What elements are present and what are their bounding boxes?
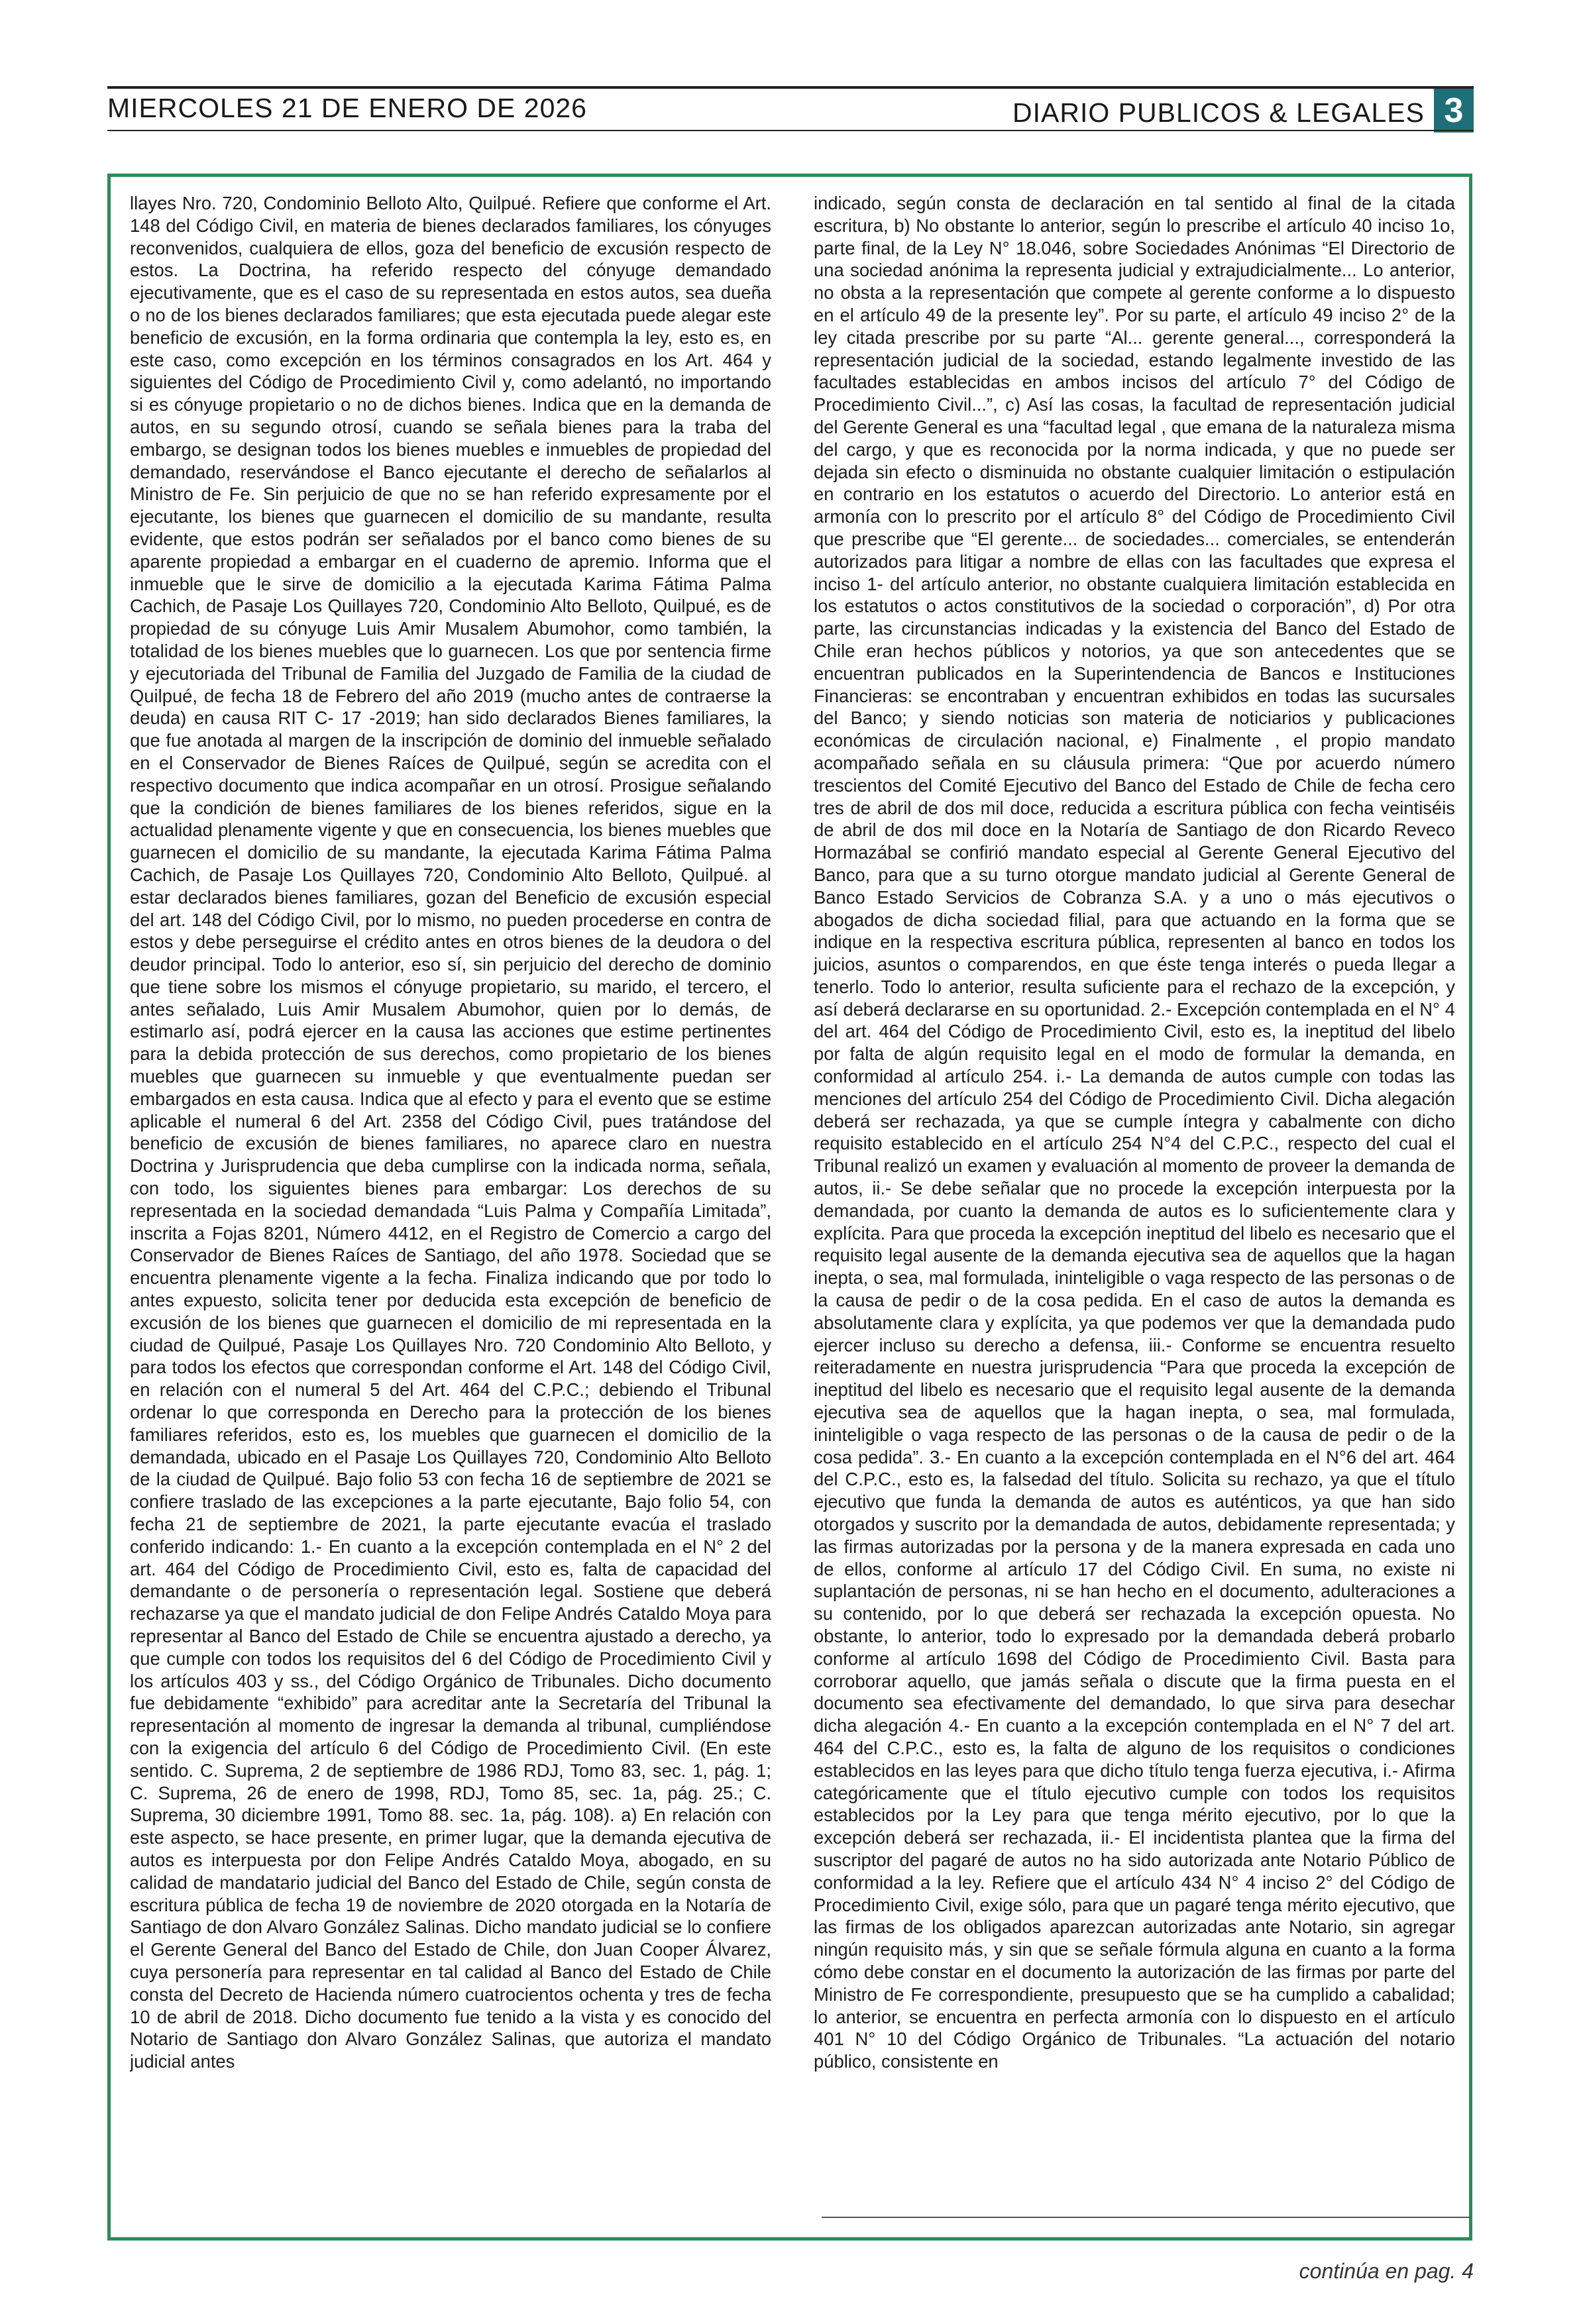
article-body <box>130 192 1455 2219</box>
masthead <box>1012 89 1474 132</box>
issue-date: MIERCOLES 21 DE ENERO DE 2026 <box>107 93 587 123</box>
publication-name: DIARIO PUBLICOS & LEGALES <box>1012 97 1425 128</box>
left-column <box>130 192 771 2219</box>
right-column-text: indicado, según consta de declaración en tal sentido al final de la citada escritura, b) No obstante lo anterior, según lo prescribe el artículo 40 inciso 1o, parte final, de la Ley N° 18.046, sobre Sociedades Anónimas “El Directorio de una sociedad anónima la representa judicial y extrajudicialmente... Lo anterior, no obsta a la representación que compete al gerente conforme a lo dispuesto en el artículo 49 de la presente ley”. Por su parte, el artículo 49 inciso 2° de la ley citada prescribe por su parte “Al... gerente general..., corresponderá la representación judicial de la sociedad, estando legalmente investido de las facultades establecidas en ambos incisos del artículo 7° del Código de Procedimiento Civil...”, c) Así las cosas, la facultad de representación judicial del Gerente General es una “facultad legal , que emana de la naturaleza misma del cargo, y que es reconocida por la norma indicada, y que no puede ser dejada sin efecto o disminuida no obstante cualquier limitación o estipulación en contrario en los estatutos o acuerdo del Directorio. Lo anterior está en armonía con lo prescrito por el artículo 8° del Código de Procedimiento Civil que prescribe que “El gerente... de sociedades... comerciales, se entenderán autorizados para litigar a nombre de ellas con las facultades que expresa el inciso 1- del artículo anterior, no obstante cualquiera limitación establecida en los estatutos o actos constitutivos de la sociedad o corporación”, d) Por otra parte, las circunstancias indicadas y la existencia del Banco del Estado de Chile eran hechos públicos y notorios, ya que son antecedentes que se encuentran publicados en la Superintendencia de Bancos e Instituciones Financieras: se encontraban y encuentran exhibidos en todas las sucursales del Banco; y siendo noticias son materia de noticiarios y publicaciones económicas de circulación nacional, e) Finalmente , el propio mandato acompañado señala en su cláusula primera: “Que por acuerdo número trescientos del Comité Ejecutivo del Banco del Estado de Chile de fecha cero tres de abril de dos mil doce, reducida a escritura pública con fecha veintiséis de abril de dos mil doce en la Notaría de Santiago de don Ricardo Reveco Hormazábal se confirió mandato especial al Gerente General Ejecutivo del Banco, para que a su turno otorgue mandato judicial al Gerente General de Banco Estado Servicios de Cobranza S.A. y a uno o más ejecutivos o abogados de dicha sociedad filial, para que actuando en la forma que se indique en la respectiva escritura pública, representen al banco en todos los juicios, asuntos o comparendos, en que éste tenga interés o pueda llegar a tenerlo. Todo lo anterior, resulta suficiente para el rechazo de la excepción, y así deberá declararse en su oportunidad. 2.- Excepción contemplada en el N° 4 del art. 464 del Código de Procedimiento Civil, esto es, la ineptitud del libelo por falta de algún requisito legal en el modo de formular la demanda, en conformidad al artículo 254. i.- La demanda de autos cumple con todas las menciones del artículo 254 del Código de Procedimiento Civil. Dicha alegación deberá ser rechazada, ya que se cumple íntegra y cabalmente con dicho requisito establecido en el artículo 254 N°4 del C.P.C., respecto del cual el Tribunal realizó un examen y evaluación al momento de proveer la demanda de autos, ii.- Se debe señalar que no procede la excepción interpuesta por la demandada, por cuanto la demanda de autos es lo suficientemente clara y explícita. Para que proceda la excepción ineptitud del libelo es necesario que el requisito legal ausente de la demanda ejecutiva sea de aquellos que la hagan inepta, o sea, mal formulada, ininteligible o vaga respecto de las personas o de la causa de pedir o de la cosa pedida. En el caso de autos la demanda es absolutamente clara y explícita, ya que podemos ver que la demandada pudo ejercer incluso su derecho a defensa, iii.- Conforme se encuentra resuelto reiteradamente en nuestra jurisprudencia “Para que proceda la excepción de ineptitud del libelo es necesario que el requisito legal ausente de la demanda ejecutiva sea de aquellos que la hagan inepta, o sea, mal formulada, ininteligible o vaga respecto de las personas o de la causa de pedir o de la cosa pedida”. 3.- En cuanto a la excepción contemplada en el N°6 del art. 464 del C.P.C., esto es, la falsedad del título. Solicita su rechazo, ya que el título ejecutivo que funda la demanda de autos es auténticos, ya que han sido otorgados y suscrito por la demandada de autos, debidamente representada; y las firmas autorizadas por la persona y de la manera expresada en cada uno de ellos, conforme al artículo 17 del Código Civil. En suma, no existe ni suplantación de personas, ni se han hecho en el documento, adulteraciones a su contenido, por lo que deberá ser rechazada la excepción opuesta. No obstante, lo anterior, todo lo expresado por la demandada deberá probarlo conforme al artículo 1698 del Código de Procedimiento Civil. Basta para corroborar aquello, que jamás señala o discute que la firma puesta en el documento sea efectivamente del demandado, lo que sirva para desechar dicha alegación 4.- En cuanto a la excepción contemplada en el N° 7 del art. 464 del C.P.C., esto es, la falta de alguno de los requisitos o condiciones establecidos en las leyes para que dicho título tenga fuerza ejecutiva, i.- Afirma categóricamente que el título ejecutivo cumple con todos los requisitos establecidos por la Ley para que tenga mérito ejecutivo, por lo que la excepción deberá ser rechazada, ii.- El incidentista plantea que la firma del suscriptor del pagaré de autos no ha sido autorizada ante Notario Público de conformidad a la ley. Refiere que el artículo 434 N° 4 inciso 2° del Código de Procedimiento Civil, exige sólo, para que un pagaré tenga mérito ejecutivo, que las firmas de los obligados aparezcan autorizadas ante Notario, sin agregar ningún requisito más, y sin que se señale fórmula alguna en cuanto a la forma cómo debe constar en el documento la autorización de las firmas por parte del Ministro de Fe correspondiente, presupuesto que se ha cumplido a cabalidad; lo anterior, se encuentra en perfecta armonía con lo dispuesto en el artículo 401 N° 10 del Código Orgánico de Tribunales. “La actuación del notario público, consistente en <box>814 193 1455 2072</box>
header-bottom-rule <box>107 130 1474 131</box>
right-column <box>814 192 1455 2219</box>
page-number-badge: 3 <box>1434 89 1474 132</box>
column-end-rule <box>822 2217 1471 2218</box>
left-column-text: llayes Nro. 720, Condominio Belloto Alto, Quilpué. Refiere que conforme el Art. 148 del Código Civil, en materia de bienes declarados familiares, los cónyuges reconvenidos, cualquiera de ellos, goza del beneficio de excusión respecto de estos. La Doctrina, ha referido respecto del cónyuge demandado ejecutivamente, que es el caso de su representada en estos autos, sea dueña o no de los bienes declarados familiares; que esta ejecutada puede alegar este beneficio de excusión, en la forma ordinaria que contempla la ley, esto es, en este caso, como excepción en los términos consagrados en los Art. 464 y siguientes del Código de Procedimiento Civil y, como adelantó, no importando si es cónyuge propietario o no de dichos bienes. Indica que en la demanda de autos, en su segundo otrosí, cuando se señala bienes para la traba del embargo, se designan todos los bienes muebles e inmuebles de propiedad del demandado, reservándose el Banco ejecutante el derecho de señalarlos al Ministro de Fe. Sin perjuicio de que no se han referido expresamente por el ejecutante, los bienes que guarnecen el domicilio de su mandante, resulta evidente, que estos podrán ser señalados por el banco como bienes de su aparente propiedad a embargar en el cuaderno de apremio. Informa que el inmueble que le sirve de domicilio a la ejecutada Karima Fátima Palma Cachich, de Pasaje Los Quillayes 720, Condominio Alto Belloto, Quilpué, es de propiedad de su cónyuge Luis Amir Musalem Abumohor, como también, la totalidad de los bienes muebles que lo guarnecen. Los que por sentencia firme y ejecutoriada del Tribunal de Familia del Juzgado de Familia de la ciudad de Quilpué, de fecha 18 de Febrero del año 2019 (mucho antes de contraerse la deuda) en causa RIT C- 17 -2019; han sido declarados Bienes familiares, la que fue anotada al margen de la inscripción de dominio del inmueble señalado en el Conservador de Bienes Raíces de Quilpué, según se acredita con el respectivo documento que indica acompañar en un otrosí. Prosigue señalando que la condición de bienes familiares de los bienes referidos, sigue en la actualidad plenamente vigente y que en consecuencia, los bienes muebles que guarnecen el domicilio de su mandante, la ejecutada Karima Fátima Palma Cachich, de Pasaje Los Quillayes 720, Condominio Alto Belloto, Quilpué. al estar declarados bienes familiares, gozan del Beneficio de excusión especial del art. 148 del Código Civil, por lo mismo, no pueden procederse en contra de estos y debe perseguirse el crédito antes en otros bienes de la deudora o del deudor principal. Todo lo anterior, eso sí, sin perjuicio del derecho de dominio que tiene sobre los mismos el cónyuge propietario, su marido, el tercero, el antes señalado, Luis Amir Musalem Abumohor, quien por lo demás, de estimarlo así, podrá ejercer en la causa las acciones que estime pertinentes para la debida protección de sus derechos, como propietario de los bienes muebles que guarnecen su inmueble y que eventualmente puedan ser embargados en esta causa. Indica que al efecto y para el evento que se estime aplicable el numeral 6 del Art. 2358 del Código Civil, pues tratándose del beneficio de excusión de bienes familiares, no aparece claro en nuestra Doctrina y Jurisprudencia que deba cumplirse con la indicada norma, señala, con todo, los siguientes bienes para embargar: Los derechos de su representada en la sociedad demandada “Luis Palma y Compañía Limitada”, inscrita a Fojas 8201, Número 4412, en el Registro de Comercio a cargo del Conservador de Bienes Raíces de Santiago, del año 1978. Sociedad que se encuentra plenamente vigente a la fecha. Finaliza indicando que por todo lo antes expuesto, solicita tener por deducida esta excepción de beneficio de excusión de los bienes que guarnecen el domicilio de mi representada en la ciudad de Quilpué, Pasaje Los Quillayes Nro. 720 Condominio Alto Belloto, y para todos los efectos que correspondan conforme el Art. 148 del Código Civil, en relación con el numeral 5 del Art. 464 del C.P.C.; debiendo el Tribunal ordenar lo que corresponda en Derecho para la protección de los bienes familiares referidos, esto es, los muebles que guarnecen el domicilio de la demandada, ubicado en el Pasaje Los Quillayes 720, Condominio Alto Belloto de la ciudad de Quilpué. Bajo folio 53 con fecha 16 de septiembre de 2021 se confiere traslado de las excepciones a la parte ejecutante, Bajo folio 54, con fecha 21 de septiembre de 2021, la parte ejecutante evacúa el traslado conferido indicando: 1.- En cuanto a la excepción contemplada en el N° 2 del art. 464 del Código de Procedimiento Civil, esto es, falta de capacidad del demandante o de personería o representación legal. Sostiene que deberá rechazarse ya que el mandato judicial de don Felipe Andrés Cataldo Moya para representar al Banco del Estado de Chile se encuentra ajustado a derecho, ya que cumple con todos los requisitos del 6 del Código de Procedimiento Civil y los artículos 403 y ss., del Código Orgánico de Tribunales. Dicho documento fue debidamente “exhibido” para acreditar ante la Secretaría del Tribunal la representación al momento de ingresar la demanda al tribunal, cumpliéndose con la exigencia del artículo 6 del Código de Procedimiento Civil. (En este sentido. C. Suprema, 2 de septiembre de 1986 RDJ, Tomo 83, sec. 1, pág. 1; C. Suprema, 26 de enero de 1998, RDJ, Tomo 85, sec. 1a, pág. 25.; C. Suprema, 30 diciembre 1991, Tomo 88. sec. 1a, pág. 108). a) En relación con este aspecto, se hace presente, en primer lugar, que la demanda ejecutiva de autos es interpuesta por don Felipe Andrés Cataldo Moya, abogado, en su calidad de mandatario judicial del Banco del Estado de Chile, según consta de escritura pública de fecha 19 de noviembre de 2020 otorgada en la Notaría de Santiago de don Alvaro González Salinas. Dicho mandato judicial se lo confiere el Gerente General del Banco del Estado de Chile, don Juan Cooper Álvarez, cuya personería para representar en tal calidad al Banco del Estado de Chile consta del Decreto de Hacienda número cuatrocientos ochenta y tres de fecha 10 de abril de 2018. Dicho documento fue tenido a la vista y es conocido del Notario de Santiago don Alvaro González Salinas, que autoriza el mandato judicial antes <box>130 193 771 2072</box>
continue-note[interactable]: continúa en pag. 4 <box>1299 2259 1474 2283</box>
